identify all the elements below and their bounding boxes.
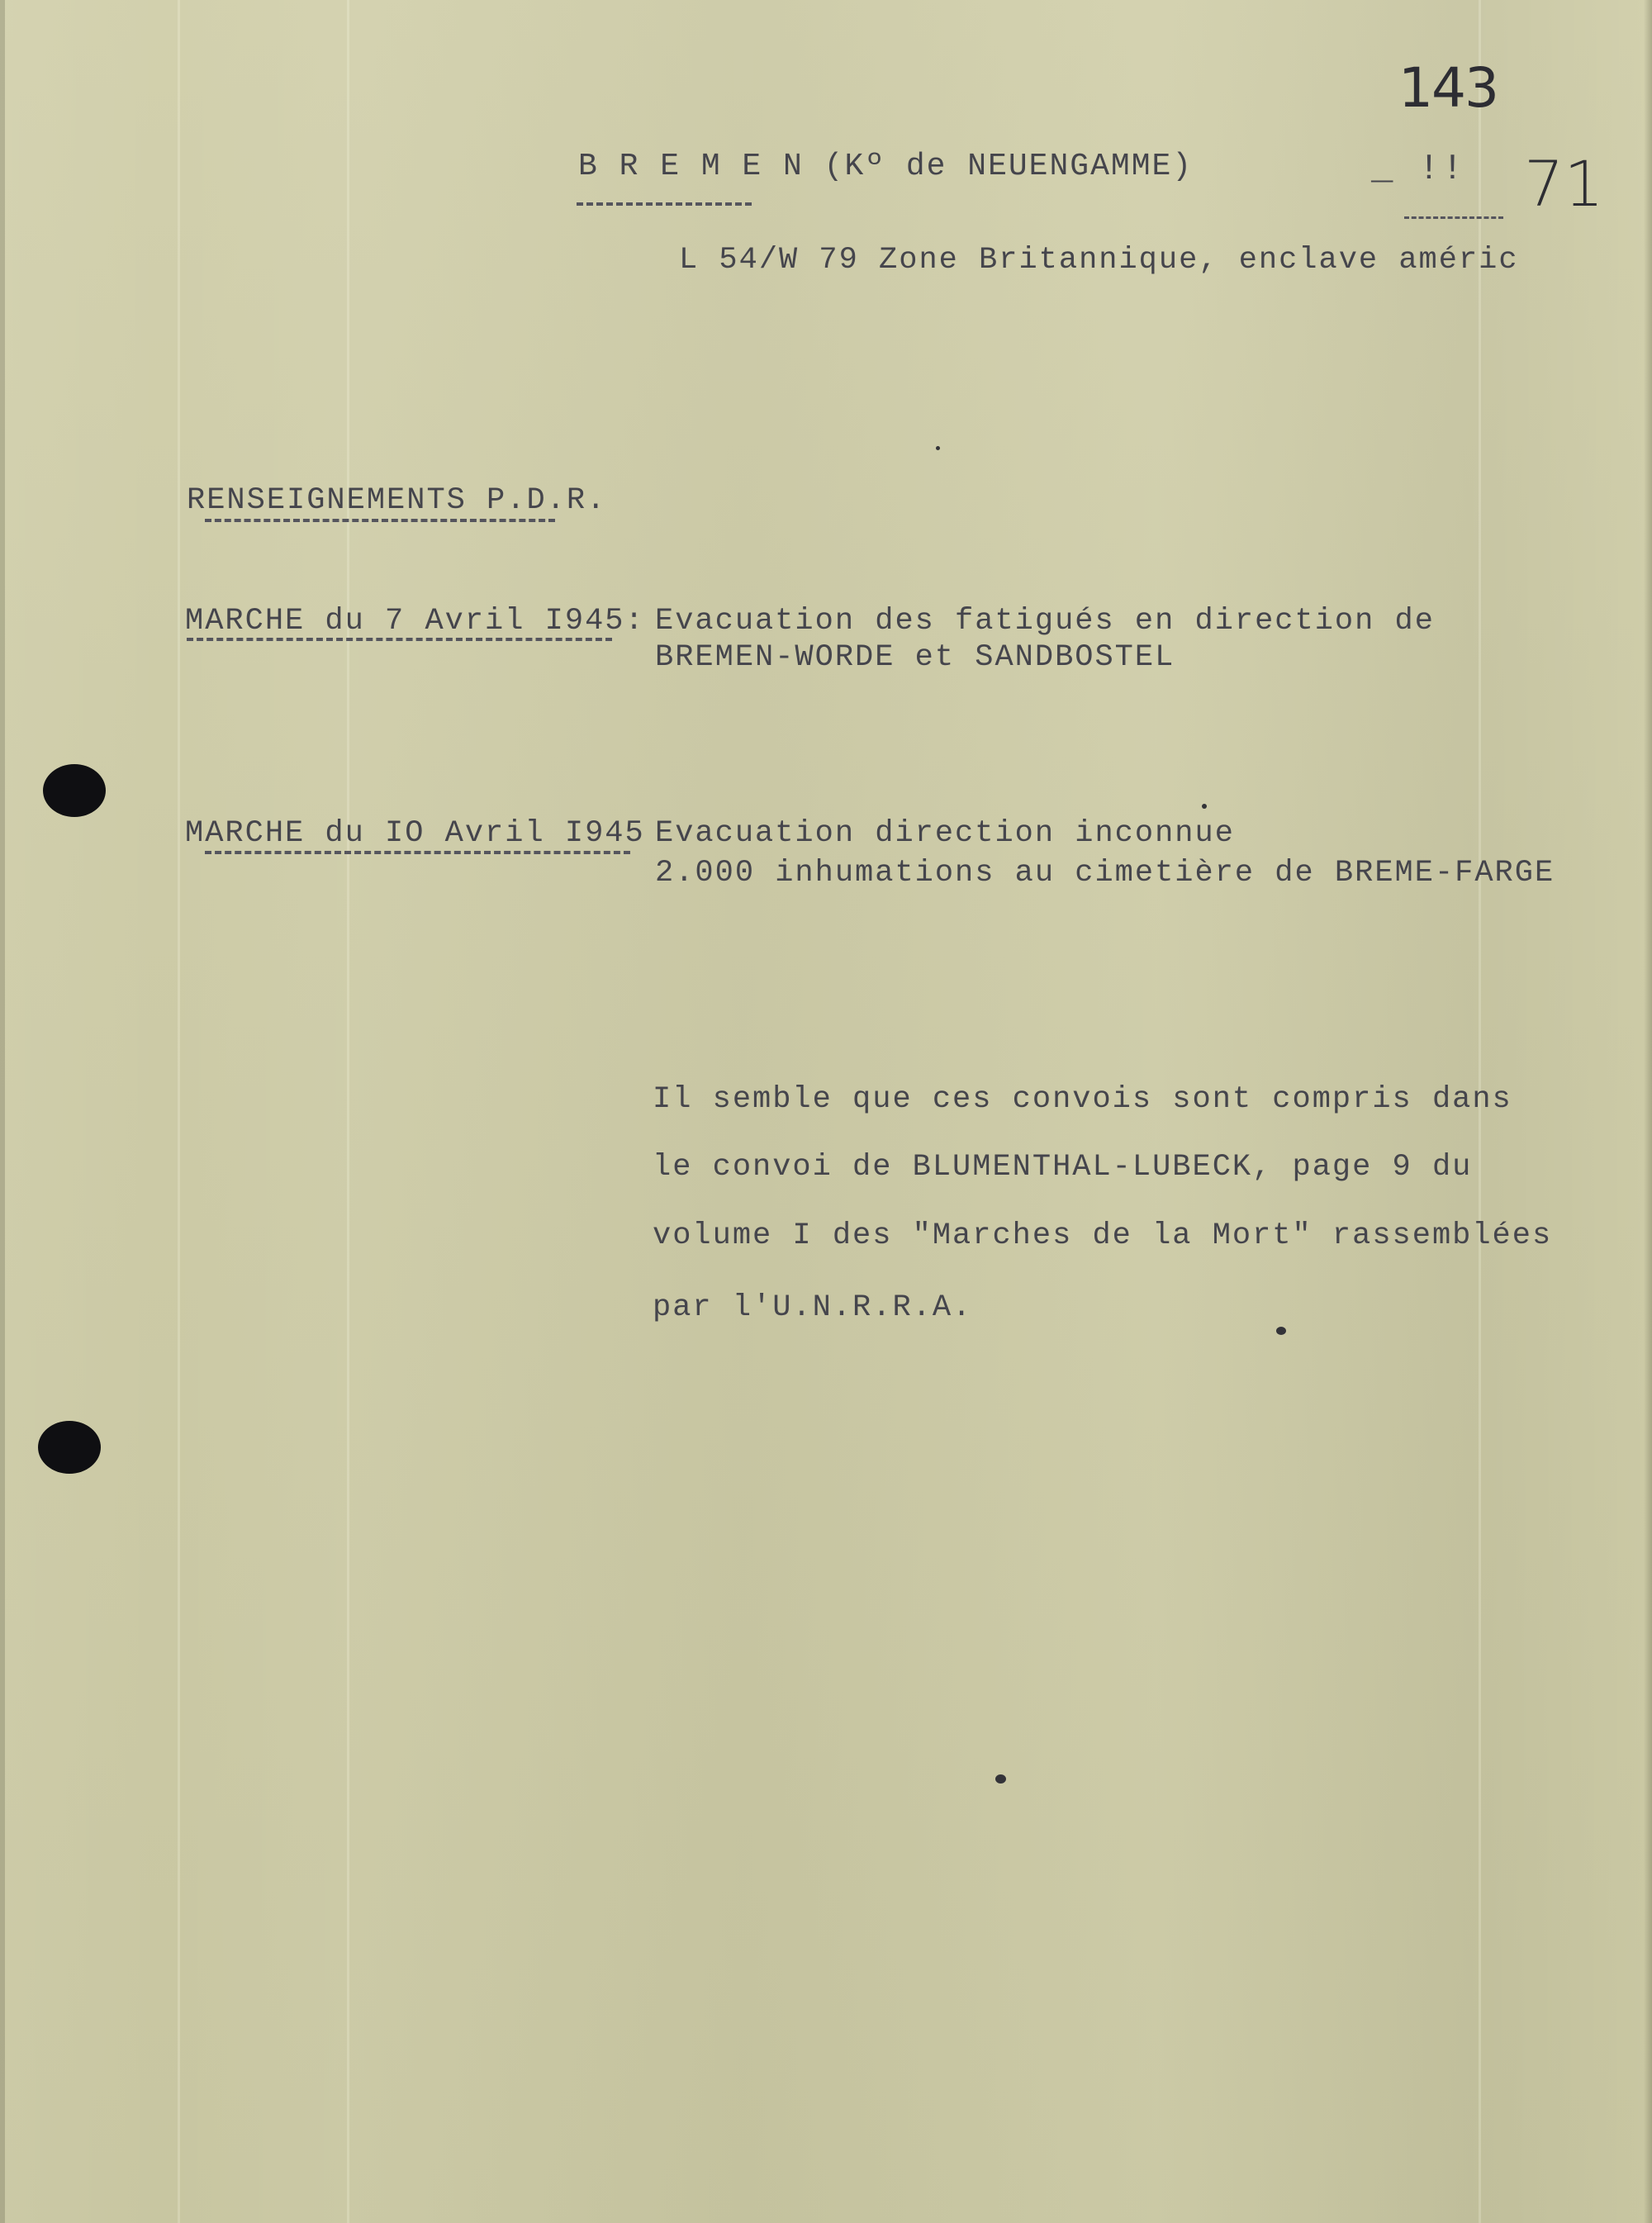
ink-speck	[936, 446, 940, 450]
page-left-edge	[0, 0, 5, 2223]
reference-line: L 54/W 79 Zone Britannique, enclave améric	[679, 243, 1519, 278]
paper-fold-line	[347, 0, 349, 2223]
entry-text-line: Evacuation direction inconnue	[655, 816, 1235, 851]
entry-text-line: 2.000 inhumations au cimetière de BREME-FARGE	[655, 856, 1555, 891]
document-title: B R E M E N (Kº de NEUENGAMME)	[578, 149, 1194, 184]
page-number: 71	[1524, 147, 1604, 221]
paper-fold-line	[178, 0, 180, 2223]
punch-hole	[38, 1421, 101, 1474]
section-heading-underline	[205, 519, 555, 522]
entry-label: MARCHE du 7 Avril I945:	[185, 604, 645, 639]
entry-label: MARCHE du IO Avril I945	[185, 816, 645, 851]
section-heading: RENSEIGNEMENTS P.D.R.	[187, 483, 607, 518]
page-right-edge	[1644, 0, 1652, 2223]
ink-speck	[1276, 1327, 1286, 1335]
note-line: volume I des "Marches de la Mort" rassemblées	[653, 1218, 1553, 1253]
title-underline	[577, 202, 752, 206]
ink-speck	[1202, 804, 1207, 809]
entry-text-line: Evacuation des fatigués en direction de	[655, 604, 1435, 639]
page-mark: _ !!	[1371, 149, 1465, 190]
ink-speck	[995, 1774, 1006, 1784]
entry-text-line: BREMEN-WORDE et SANDBOSTEL	[655, 640, 1175, 675]
page-number-dashes	[1404, 216, 1503, 219]
folio-number: 143	[1398, 56, 1498, 120]
punch-hole	[43, 764, 106, 817]
note-line: Il semble que ces convois sont compris dans	[653, 1082, 1512, 1117]
entry-label-underline	[187, 638, 612, 641]
entry-label-underline	[205, 851, 630, 854]
note-line: par l'U.N.R.R.A.	[653, 1290, 973, 1325]
note-line: le convoi de BLUMENTHAL-LUBECK, page 9 du	[653, 1150, 1473, 1185]
